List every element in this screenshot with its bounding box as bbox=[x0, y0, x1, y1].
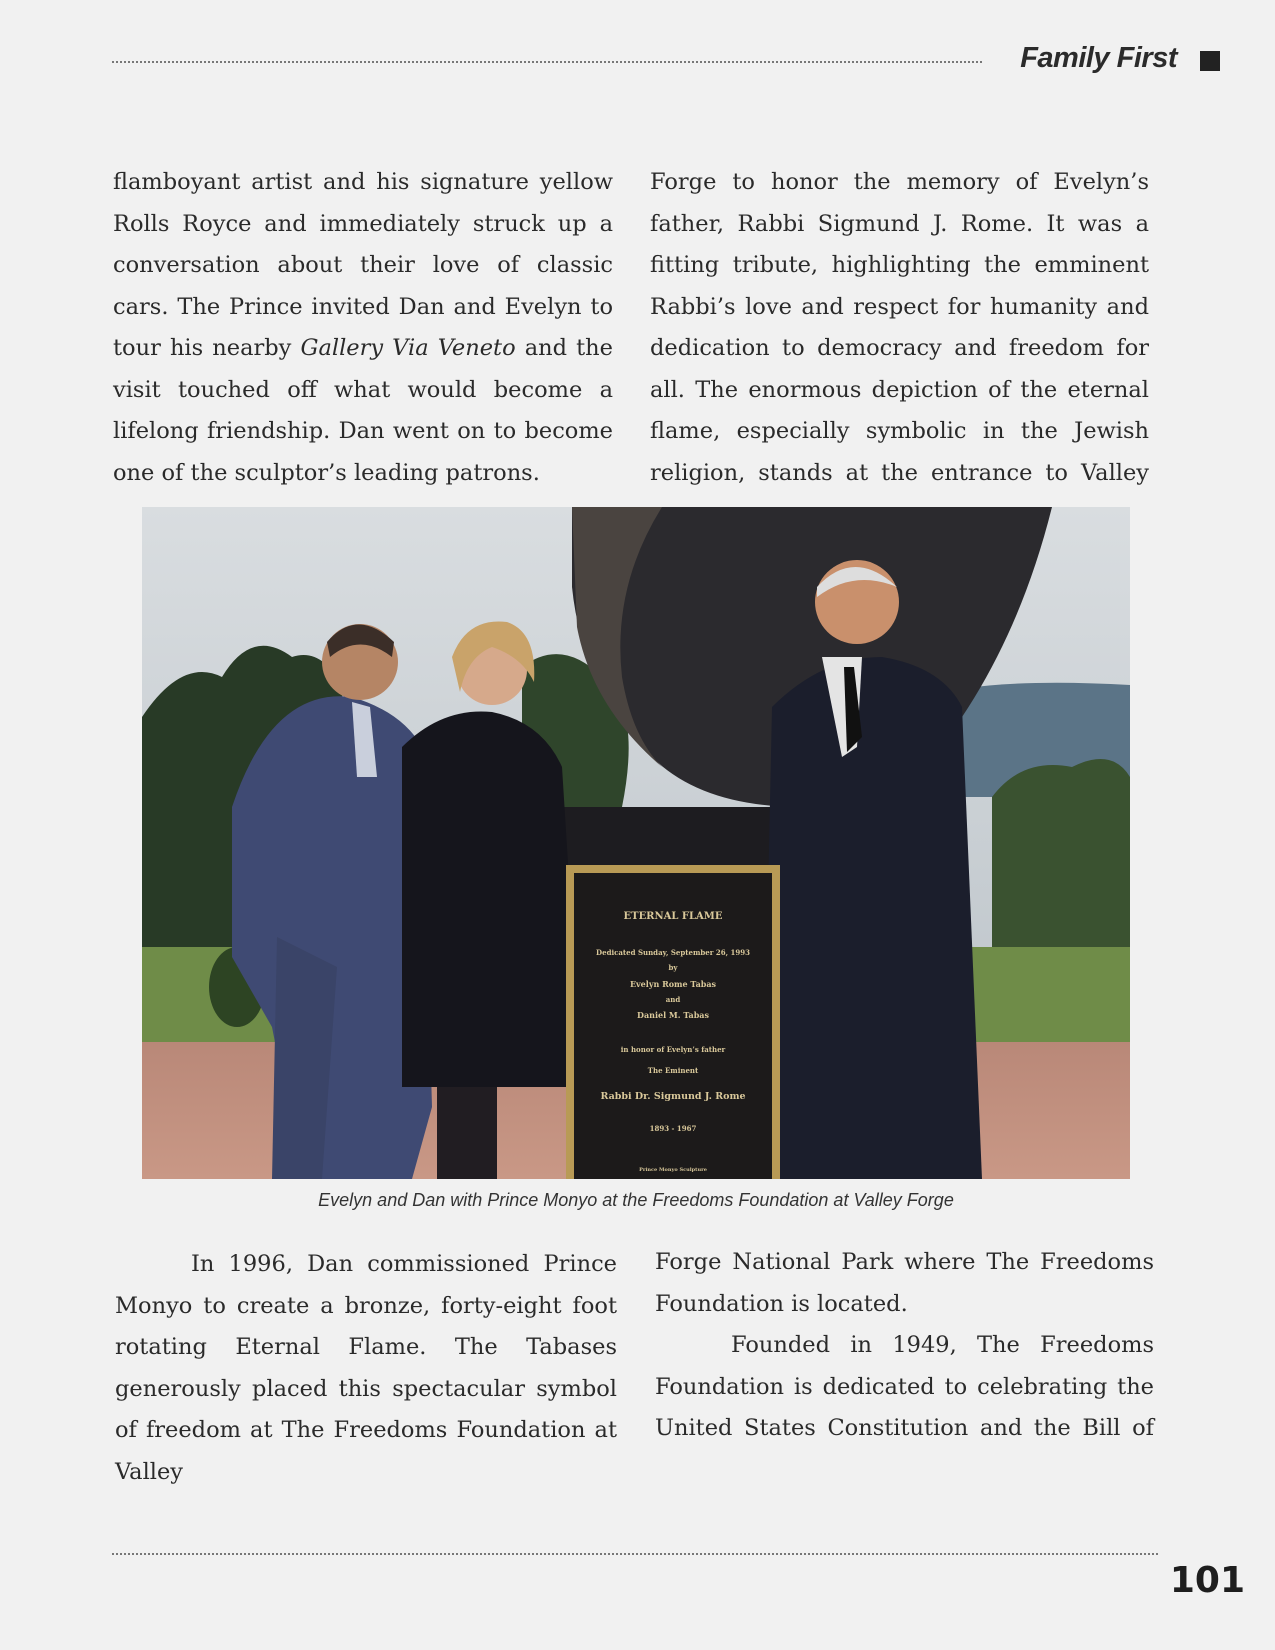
gallery-name: Gallery Via Veneto bbox=[300, 335, 516, 361]
plaque-line: Prince Monyo Sculpture bbox=[639, 1167, 707, 1173]
column-top-right bbox=[650, 162, 1149, 494]
plaque-line: Daniel M. Tabas bbox=[637, 1010, 709, 1020]
plaque-line: 1893 - 1967 bbox=[649, 1124, 697, 1133]
plaque-line: in honor of Evelyn’s father bbox=[620, 1045, 726, 1054]
page-number: 101 bbox=[1169, 1560, 1245, 1601]
header-rule bbox=[112, 61, 982, 63]
plaque-line: Evelyn Rome Tabas bbox=[629, 979, 717, 989]
plaque-line: by bbox=[668, 963, 678, 972]
photo-caption: Evelyn and Dan with Prince Monyo at the Freedoms Foundation at Valley Forge bbox=[318, 1190, 954, 1210]
column-bottom-right bbox=[655, 1242, 1154, 1450]
column-bottom-left bbox=[115, 1244, 617, 1493]
plaque-title: ETERNAL FLAME bbox=[623, 911, 723, 922]
paragraph: Founded in 1949, The Freedoms Foundation is dedicated to celebrating the United States Constitution and the Bill of bbox=[655, 1332, 1154, 1441]
plaque-line: and bbox=[665, 995, 681, 1004]
plaque-line: Dedicated Sunday, September 26, 1993 bbox=[596, 948, 750, 957]
paragraph: Forge National Park where The Freedoms Foundation is located. bbox=[655, 1249, 1154, 1317]
paragraph bbox=[113, 162, 613, 494]
photo bbox=[142, 507, 1130, 1179]
plaque-line: The Eminent bbox=[647, 1066, 699, 1075]
header-square-icon bbox=[1200, 51, 1220, 71]
paragraph: In 1996, Dan commissioned Prince Monyo to create a bronze, forty-eight foot rotating Eternal Flame. The Tabases generously placed this spectacular symbol of freedom at The Freedoms Foundation at Valley bbox=[115, 1251, 617, 1485]
photo-illustration bbox=[142, 507, 1130, 1179]
text-run: and the visit touched off what would become a lifelong friendship. Dan went on to become one of the sculptor’s leading patrons. bbox=[113, 335, 613, 486]
footer-rule bbox=[112, 1553, 1158, 1555]
column-top-left bbox=[113, 162, 613, 494]
paragraph: Forge to honor the memory of Evelyn’s father, Rabbi Sigmund J. Rome. It was a fitting tribute, highlighting the emminent Rabbi’s love and respect for humanity and dedication to democracy and freedom for all. The enormous depiction of the eternal flame, especially symbolic in the Jewish religion, stands at the entrance to Valley bbox=[650, 169, 1149, 486]
text-run: flamboyant artist and his signature yellow Rolls Royce and immediately struck up a conversation about their love of classic cars. The Prince invited Dan and Evelyn to tour his nearby bbox=[113, 169, 613, 361]
plaque-line: Rabbi Dr. Sigmund J. Rome bbox=[600, 1091, 746, 1102]
running-header-title: Family First bbox=[1020, 42, 1177, 74]
